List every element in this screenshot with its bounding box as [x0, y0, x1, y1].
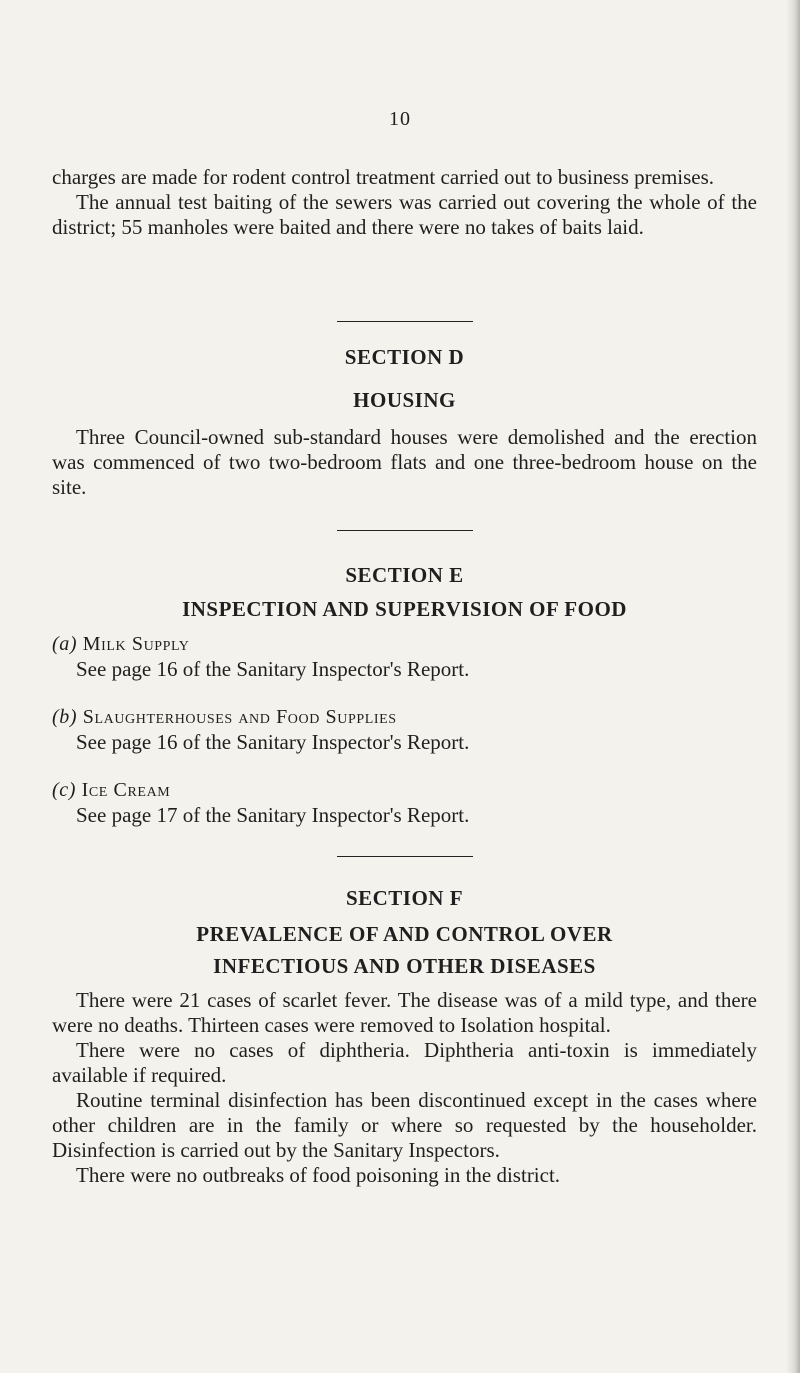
page-number: 10	[389, 108, 411, 130]
section-divider	[52, 856, 757, 857]
subsection-text: See page 16 of the Sanitary Inspector's Report.	[76, 657, 470, 681]
section-e-title: INSPECTION AND SUPERVISION OF FOOD	[182, 597, 627, 621]
section-f-title	[52, 922, 757, 979]
subsection-slaughterhouses	[52, 705, 469, 755]
subsection-title: Slaughterhouses and Food Supplies	[82, 706, 397, 728]
intro-paragraph-1: charges are made for rodent control treatment carried out to business premises.	[52, 165, 715, 189]
intro-paragraph-2: The annual test baiting of the sewers was carried out covering the whole of the district; 55 manholes were baited and there were no takes of baits laid.	[52, 190, 757, 239]
subsection-ice-cream	[52, 778, 469, 828]
subsection-mark: (a)	[52, 633, 78, 655]
section-divider	[52, 321, 757, 322]
section-f-title-line-2: INFECTIOUS AND OTHER DISEASES	[213, 954, 596, 978]
section-d-body	[52, 425, 757, 500]
subsection-mark: (b)	[52, 706, 78, 728]
section-e-label: SECTION E	[345, 563, 464, 587]
section-f-body	[52, 988, 757, 1188]
section-f-label: SECTION F	[345, 886, 464, 910]
subsection-text: See page 16 of the Sanitary Inspector's Report.	[76, 730, 470, 754]
section-d-title: HOUSING	[353, 388, 456, 412]
subsection-milk-supply	[52, 632, 469, 682]
subsection-title: Ice Cream	[81, 779, 171, 801]
section-f-title-line-1: PREVALENCE OF AND CONTROL OVER	[196, 922, 613, 946]
subsection-heading	[52, 632, 469, 657]
section-d-paragraph: Three Council-owned sub-standard houses were demolished and the erection was commenced of two two-bedroom flats and one three-bedroom house on the site.	[52, 425, 757, 499]
subsection-heading	[52, 705, 469, 730]
section-f-paragraph-1: There were 21 cases of scarlet fever. The disease was of a mild type, and there were no deaths. Thirteen cases were removed to Isolation hospital.	[52, 988, 757, 1037]
subsection-title: Milk Supply	[82, 633, 190, 655]
section-divider	[52, 530, 757, 531]
subsection-text: See page 17 of the Sanitary Inspector's Report.	[76, 803, 470, 827]
subsection-mark: (c)	[52, 779, 76, 801]
section-d-label: SECTION D	[344, 345, 465, 369]
section-f-paragraph-4: There were no outbreaks of food poisoning in the district.	[76, 1163, 561, 1187]
page-edge-shadow	[786, 0, 800, 1373]
section-f-paragraph-2: There were no cases of diphtheria. Diphtheria anti-toxin is immediately available if required.	[52, 1038, 757, 1087]
section-f-paragraph-3: Routine terminal disinfection has been discontinued except in the cases where other children are in the family or where so requested by the householder. Disinfection is carried out by the Sanitary Inspectors.	[52, 1088, 757, 1162]
subsection-heading	[52, 778, 469, 803]
intro-block	[52, 165, 757, 240]
